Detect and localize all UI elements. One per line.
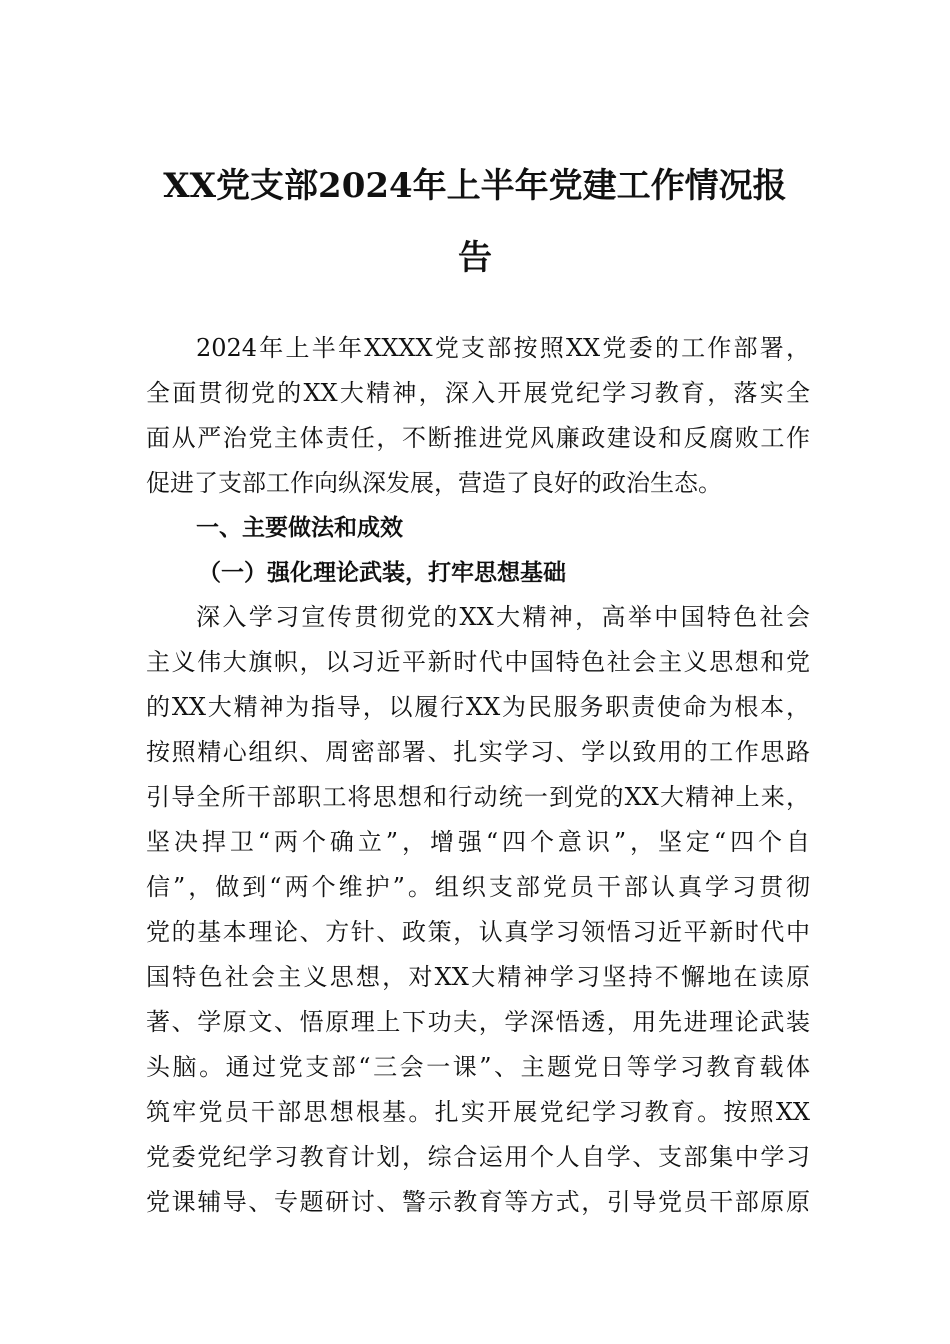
document-title: [140, 160, 810, 284]
intro-line: 促进了支部工作向纵深发展，营造了良好的政治生态。: [146, 469, 722, 497]
title-line-2: 告: [458, 238, 492, 278]
intro-line: 2024年上半年XXXX党支部按照XX党委的工作部署，: [196, 334, 810, 362]
subsection-heading: （一）强化理论武装，打牢思想基础: [198, 559, 566, 586]
body-line: 信”，做到“两个维护”。组织支部党员干部认真学习贯彻: [146, 873, 810, 901]
body-line: 引导全所干部职工将思想和行动统一到党的XX大精神上来，: [146, 783, 810, 811]
body-line: 头脑。通过党支部“三会一课”、主题党日等学习教育载体: [146, 1053, 810, 1081]
body-line: 按照精心组织、周密部署、扎实学习、学以致用的工作思路: [146, 738, 810, 766]
intro-line: 面从严治党主体责任，不断推进党风廉政建设和反腐败工作: [146, 424, 810, 452]
body-line: 党的基本理论、方针、政策，认真学习领悟习近平新时代中: [146, 918, 810, 946]
body-line: 筑牢党员干部思想根基。扎实开展党纪学习教育。按照XX: [146, 1098, 810, 1126]
title-line-1: XX党支部2024年上半年党建工作情况报: [163, 166, 787, 206]
body-line: 坚决捍卫“两个确立”，增强“四个意识”，坚定“四个自: [146, 828, 810, 856]
body-line: 深入学习宣传贯彻党的XX大精神，高举中国特色社会: [196, 603, 810, 631]
section-heading: 一、主要做法和成效: [196, 515, 403, 541]
body-line: 的XX大精神为指导，以履行XX为民服务职责使命为根本，: [146, 693, 810, 721]
body-line: 国特色社会主义思想，对XX大精神学习坚持不懈地在读原: [146, 963, 810, 991]
intro-line: 全面贯彻党的XX大精神，深入开展党纪学习教育，落实全: [146, 379, 810, 407]
body-line: 党课辅导、专题研讨、警示教育等方式，引导党员干部原原: [146, 1188, 810, 1216]
body-line: 主义伟大旗帜，以习近平新时代中国特色社会主义思想和党: [146, 648, 810, 676]
body-line: 党委党纪学习教育计划，综合运用个人自学、支部集中学习: [146, 1143, 810, 1171]
body-line: 著、学原文、悟原理上下功夫，学深悟透，用先进理论武装: [146, 1008, 810, 1036]
